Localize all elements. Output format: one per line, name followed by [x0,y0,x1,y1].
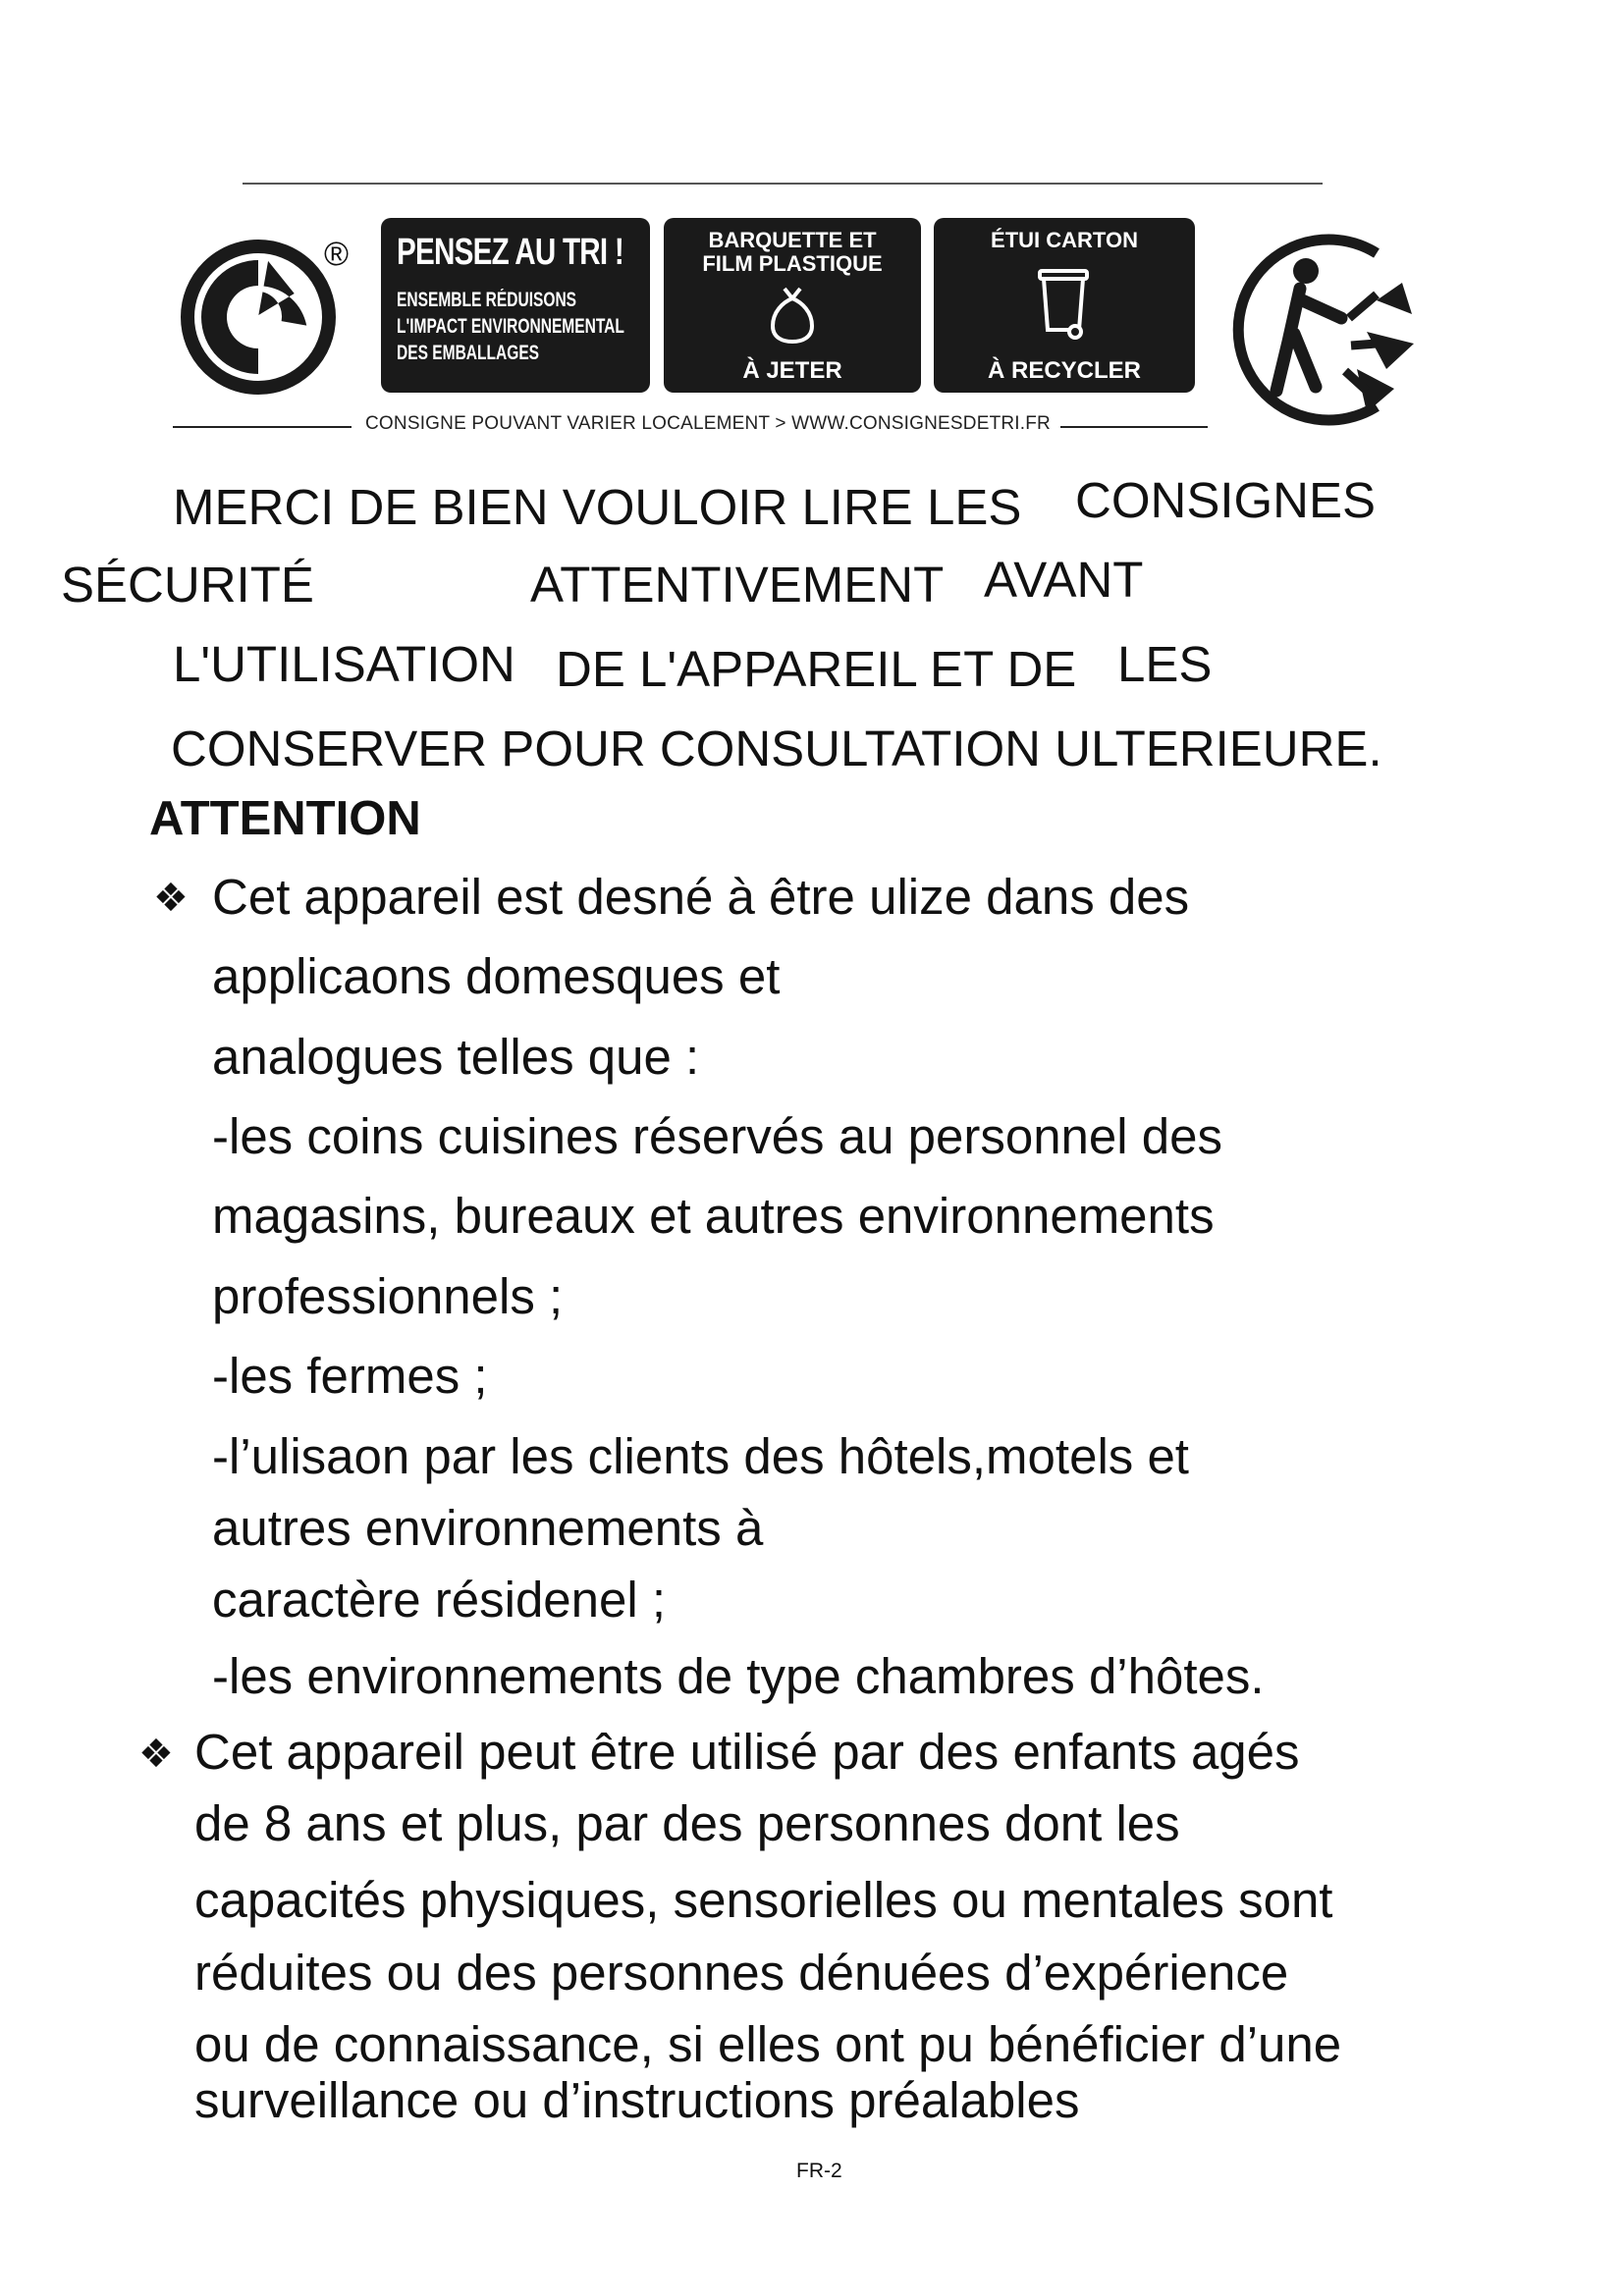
triman-line-1: ENSEMBLE RÉDUISONS [397,289,577,311]
bullet-1-line-10: caractère résidenel ; [212,1572,667,1628]
carton-action: À RECYCLER [987,357,1141,384]
bullet-1-line-8: -l’ulisaon par les clients des hôtels,motels et [212,1428,1189,1484]
triman-info-box [381,218,650,393]
heading-line-2a: SÉCURITÉ [61,557,314,613]
green-dot-icon [180,239,337,396]
tray-film-box [664,218,921,393]
green-dot-logo [180,239,337,396]
heading-line-2c: AVANT [984,552,1144,608]
attention-heading: ATTENTION [149,792,421,845]
bullet-1-line-7: -les fermes ; [212,1348,488,1404]
trash-bag-icon [763,285,822,346]
consigne-note: CONSIGNE POUVANT VARIER LOCALEMENT > WWW.CONSIGNESDETRI.FR [365,413,1051,434]
bullet-1-line-11: -les environnements de type chambres d’hôtes. [212,1648,1265,1704]
heading-line-4: CONSERVER POUR CONSULTATION ULTERIEURE. [171,721,1382,776]
bullet-2-line-1: Cet appareil peut être utilisé par des enfants agés [194,1724,1300,1780]
triman-line-2: L'IMPACT ENVIRONNEMENTAL [397,315,624,338]
bullet-1-line-6: professionnels ; [212,1268,564,1324]
bullet-1-line-9: autres environnements à [212,1500,764,1556]
consigne-line-right [1060,426,1208,428]
heading-line-1a: MERCI DE BIEN VOULOIR LIRE LES [173,479,1022,535]
page-number: FR-2 [796,2160,842,2182]
bullet-2-symbol: ❖ [138,1733,174,1776]
carton-title: ÉTUI CARTON [991,228,1138,252]
top-rule [243,183,1323,185]
heading-line-3a: L'UTILISATION [173,636,515,692]
bullet-1-line-1: Cet appareil est desné à être ulize dans des [212,869,1190,925]
heading-line-1b: CONSIGNES [1075,472,1377,528]
heading-line-3c: LES [1117,636,1213,692]
bullet-1-line-5: magasins, bureaux et autres environnements [212,1188,1215,1244]
registered-mark: ® [324,236,350,273]
bullet-2-line-4: réduites ou des personnes dénuées d’expérience [194,1945,1289,2001]
bullet-1-line-3: analogues telles que : [212,1029,700,1085]
bullet-2-line-6: surveillance ou d’instructions préalables [194,2072,1080,2128]
bullet-1-line-2: applicaons domesques et [212,948,781,1004]
triman-title: PENSEZ AU TRI ! [397,232,623,273]
bullet-2-line-3: capacités physiques, sensorielles ou mentales sont [194,1872,1333,1928]
bullet-2-line-2: de 8 ans et plus, par des personnes dont les [194,1795,1180,1851]
recycling-bin-icon [1032,259,1095,346]
carton-box [934,218,1195,393]
triman-figure-icon [1229,224,1441,436]
bullet-1-symbol: ❖ [153,877,189,920]
triman-line-3: DES EMBALLAGES [397,342,540,364]
consigne-line-left [173,426,352,428]
heading-line-2b: ATTENTIVEMENT [530,557,945,613]
bullet-2-line-5: ou de connaissance, si elles ont pu bénéficier d’une [194,2016,1342,2072]
tray-title-1: BARQUETTE ET [708,228,877,252]
heading-line-3b: DE L'APPAREIL ET DE [556,641,1077,697]
tray-title-2: FILM PLASTIQUE [702,251,883,276]
bullet-1-line-4: -les coins cuisines réservés au personnel des [212,1108,1223,1164]
tray-action: À JETER [742,357,842,384]
triman-logo [1229,224,1441,436]
